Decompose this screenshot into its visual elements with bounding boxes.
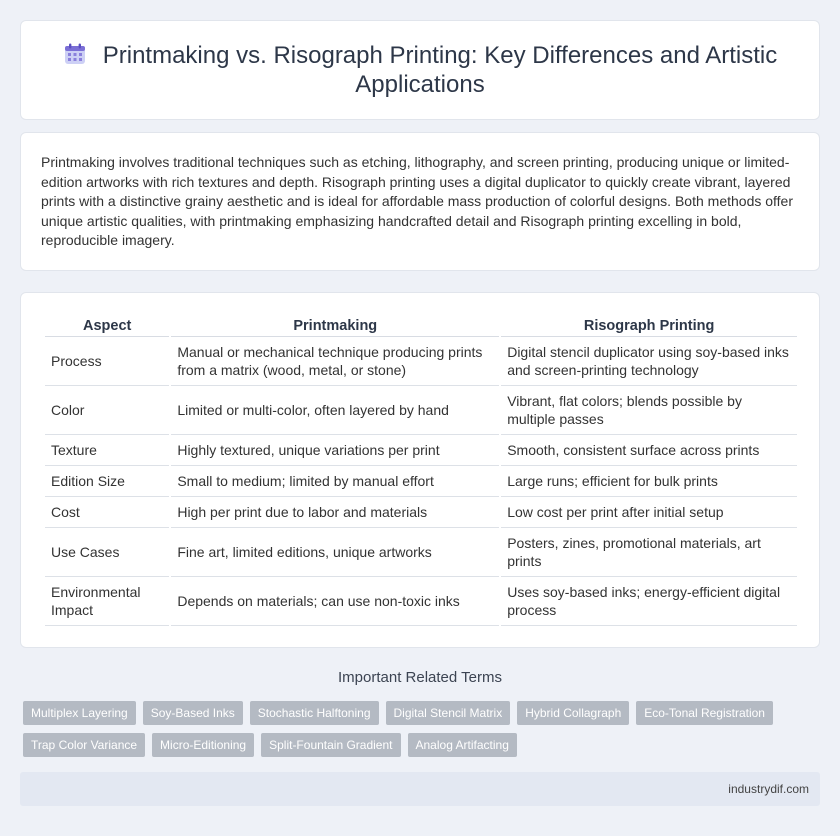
- header-risograph: Risograph Printing: [501, 313, 797, 337]
- intro-paragraph: Printmaking involves traditional techniques such as etching, lithography, and screen printing, producing unique or limited-edition artworks with rich textures and depth. Risograph printing uses a digital duplicator to quickly create vibrant, layered prints with a distinctive grainy aesthetic and is ideal for affordable mass production of colorful designs. Both methods offer unique artistic qualities, with printmaking emphasizing handcrafted detail and Risograph printing excelling in bold, reproducible imagery.: [41, 154, 794, 248]
- tag-row: [23, 733, 823, 757]
- comparison-table: [43, 313, 799, 626]
- cell-aspect: Texture: [45, 435, 169, 466]
- tag-trap-color-variance[interactable]: Trap Color Variance: [23, 733, 145, 757]
- tag-stochastic-halftoning[interactable]: Stochastic Halftoning: [250, 701, 379, 725]
- cell-aspect: Environmental Impact: [45, 577, 169, 626]
- footer-site-link[interactable]: industrydif.com: [728, 782, 809, 796]
- tag-multiplex-layering[interactable]: Multiplex Layering: [23, 701, 136, 725]
- cell-printmaking: Small to medium; limited by manual effort: [171, 466, 499, 497]
- title-card: [20, 20, 820, 120]
- tag-digital-stencil-matrix[interactable]: Digital Stencil Matrix: [386, 701, 511, 725]
- comparison-table-card: [20, 292, 820, 648]
- table-header-row: [45, 313, 797, 337]
- cell-risograph: Large runs; efficient for bulk prints: [501, 466, 797, 497]
- cell-aspect: Cost: [45, 497, 169, 528]
- table-row: [45, 577, 797, 626]
- cell-aspect: Color: [45, 386, 169, 435]
- tag-row: [23, 701, 823, 725]
- cell-risograph: Posters, zines, promotional materials, art prints: [501, 528, 797, 577]
- footer: [20, 772, 820, 806]
- cell-printmaking: Limited or multi-color, often layered by hand: [171, 386, 499, 435]
- cell-printmaking: Highly textured, unique variations per print: [171, 435, 499, 466]
- header-aspect: Aspect: [45, 313, 169, 337]
- table-row: [45, 497, 797, 528]
- cell-risograph: Low cost per print after initial setup: [501, 497, 797, 528]
- table-row: [45, 528, 797, 577]
- tag-soy-based-inks[interactable]: Soy-Based Inks: [143, 701, 243, 725]
- cell-risograph: Vibrant, flat colors; blends possible by multiple passes: [501, 386, 797, 435]
- cell-aspect: Edition Size: [45, 466, 169, 497]
- calendar-grid-icon: [63, 42, 87, 66]
- cell-printmaking: Manual or mechanical technique producing prints from a matrix (wood, metal, or stone): [171, 337, 499, 386]
- cell-aspect: Process: [45, 337, 169, 386]
- table-row: [45, 386, 797, 435]
- page-title: Printmaking vs. Risograph Printing: Key Differences and Artistic Applications: [102, 42, 778, 98]
- tag-hybrid-collagraph[interactable]: Hybrid Collagraph: [517, 701, 629, 725]
- tag-micro-editioning[interactable]: Micro-Editioning: [152, 733, 254, 757]
- tag-split-fountain-gradient[interactable]: Split-Fountain Gradient: [261, 733, 400, 757]
- cell-aspect: Use Cases: [45, 528, 169, 577]
- related-terms-title: Important Related Terms: [338, 669, 502, 686]
- related-terms-tags: [23, 701, 823, 765]
- cell-risograph: Uses soy-based inks; energy-efficient digital process: [501, 577, 797, 626]
- cell-risograph: Digital stencil duplicator using soy-based inks and screen-printing technology: [501, 337, 797, 386]
- title-wrap: [51, 41, 789, 99]
- tag-analog-artifacting[interactable]: Analog Artifacting: [408, 733, 517, 757]
- table-row: [45, 466, 797, 497]
- header-printmaking: Printmaking: [171, 313, 499, 337]
- table-row: [45, 337, 797, 386]
- cell-printmaking: High per print due to labor and materials: [171, 497, 499, 528]
- intro-card: [20, 132, 820, 271]
- cell-printmaking: Fine art, limited editions, unique artworks: [171, 528, 499, 577]
- cell-printmaking: Depends on materials; can use non-toxic inks: [171, 577, 499, 626]
- tag-eco-tonal-registration[interactable]: Eco-Tonal Registration: [636, 701, 773, 725]
- cell-risograph: Smooth, consistent surface across prints: [501, 435, 797, 466]
- table-row: [45, 435, 797, 466]
